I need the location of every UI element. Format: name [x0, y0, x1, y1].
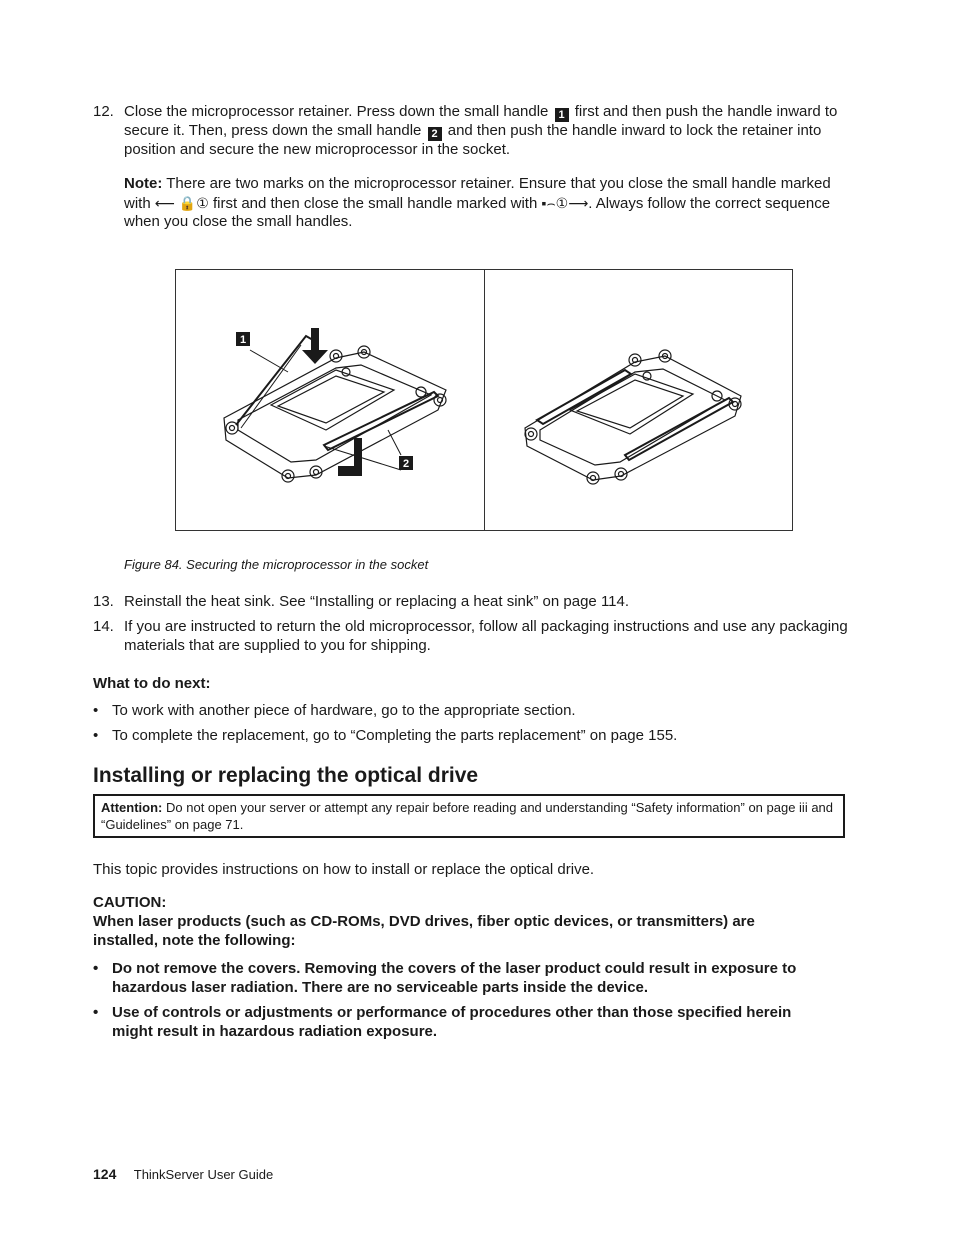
callout-1-label: 1 — [239, 334, 247, 346]
unlock-mark-icon: ▪⌢①⟶ — [541, 194, 589, 211]
socket-illustration-secured — [485, 270, 793, 530]
list-item-text: To complete the replacement, go to “Completing the parts replacement” on page 155. — [112, 727, 678, 744]
next-heading: What to do next: — [93, 675, 211, 692]
step-14 — [93, 618, 853, 655]
note-text-part: first and then close the small handle marked with — [212, 194, 538, 212]
note-text-part: . Always follow the correct sequence when you close the small handles. — [124, 194, 831, 230]
attention-box — [93, 794, 845, 838]
next-list-item — [93, 727, 853, 746]
bullet-icon: • — [93, 702, 99, 719]
note-text-part: There are two marks on the microprocessor retainer. Ensure that you close the small handle marked with — [124, 175, 831, 212]
step-number: 13. — [93, 593, 114, 610]
socket-illustration-pressing — [176, 270, 484, 530]
list-item-text: Use of controls or adjustments or performance of procedures other than those specified herein might result in hazardous radiation exposure. — [112, 1004, 792, 1040]
step-13 — [93, 593, 853, 612]
attention-text: Do not open your server or attempt any repair before reading and understanding “Safety information” on page iii and “Guidelines” on page 71. — [101, 800, 834, 832]
step-text: Reinstall the heat sink. See “Installing or replacing a heat sink” on page 114. — [124, 593, 630, 610]
lock-mark-icon: ⟵ 🔒① — [154, 194, 209, 211]
callout-2-label: 2 — [402, 458, 410, 470]
callout-badge-2: 2 — [428, 127, 442, 141]
page-footer — [93, 1166, 273, 1182]
book-title: ThinkServer User Guide — [133, 1167, 274, 1182]
intro-paragraph: This topic provides instructions on how to install or replace the optical drive. — [93, 861, 595, 878]
step-12 — [93, 103, 853, 160]
list-item-text: Do not remove the covers. Removing the covers of the laser product could result in exposure to hazardous laser radiation. There are no serviceable parts inside the device. — [112, 960, 797, 996]
next-list-item — [93, 702, 853, 721]
note-label: Note: — [124, 175, 163, 192]
bullet-icon: • — [93, 727, 99, 744]
step-number: 12. — [93, 103, 114, 120]
list-item-text: To work with another piece of hardware, go to the appropriate section. — [112, 702, 576, 719]
section-title: Installing or replacing the optical drive — [93, 764, 479, 787]
step-text: If you are instructed to return the old microprocessor, follow all packaging instructions and use any packaging materials that are supplied to you for shipping. — [124, 618, 848, 654]
bullet-icon: • — [93, 960, 99, 977]
note-paragraph — [124, 175, 849, 232]
figure-84 — [175, 269, 793, 531]
caution-list-item — [93, 1004, 833, 1041]
step-number: 14. — [93, 618, 114, 635]
caution-label: CAUTION: — [93, 894, 167, 911]
caution-text: When laser products (such as CD-ROMs, DVD drives, fiber optic devices, or transmitters) are installed, note the following: — [93, 913, 755, 949]
page-number: 124 — [93, 1166, 117, 1182]
callout-badge-1: 1 — [555, 108, 569, 122]
figure-caption: Figure 84. Securing the microprocessor in the socket — [124, 557, 429, 572]
step-text-part: Close the microprocessor retainer. Press down the small handle — [124, 103, 549, 120]
attention-label: Attention: — [101, 800, 163, 815]
caution-list-item — [93, 960, 833, 997]
bullet-icon: • — [93, 1004, 99, 1021]
step-text-part: and then push the handle inward to lock the retainer into position and secure the new microprocessor in the socket. — [124, 122, 822, 158]
step-text — [124, 103, 853, 160]
step-text-part: first and then push the handle inward to secure it. Then, press down the small handle — [124, 103, 838, 139]
